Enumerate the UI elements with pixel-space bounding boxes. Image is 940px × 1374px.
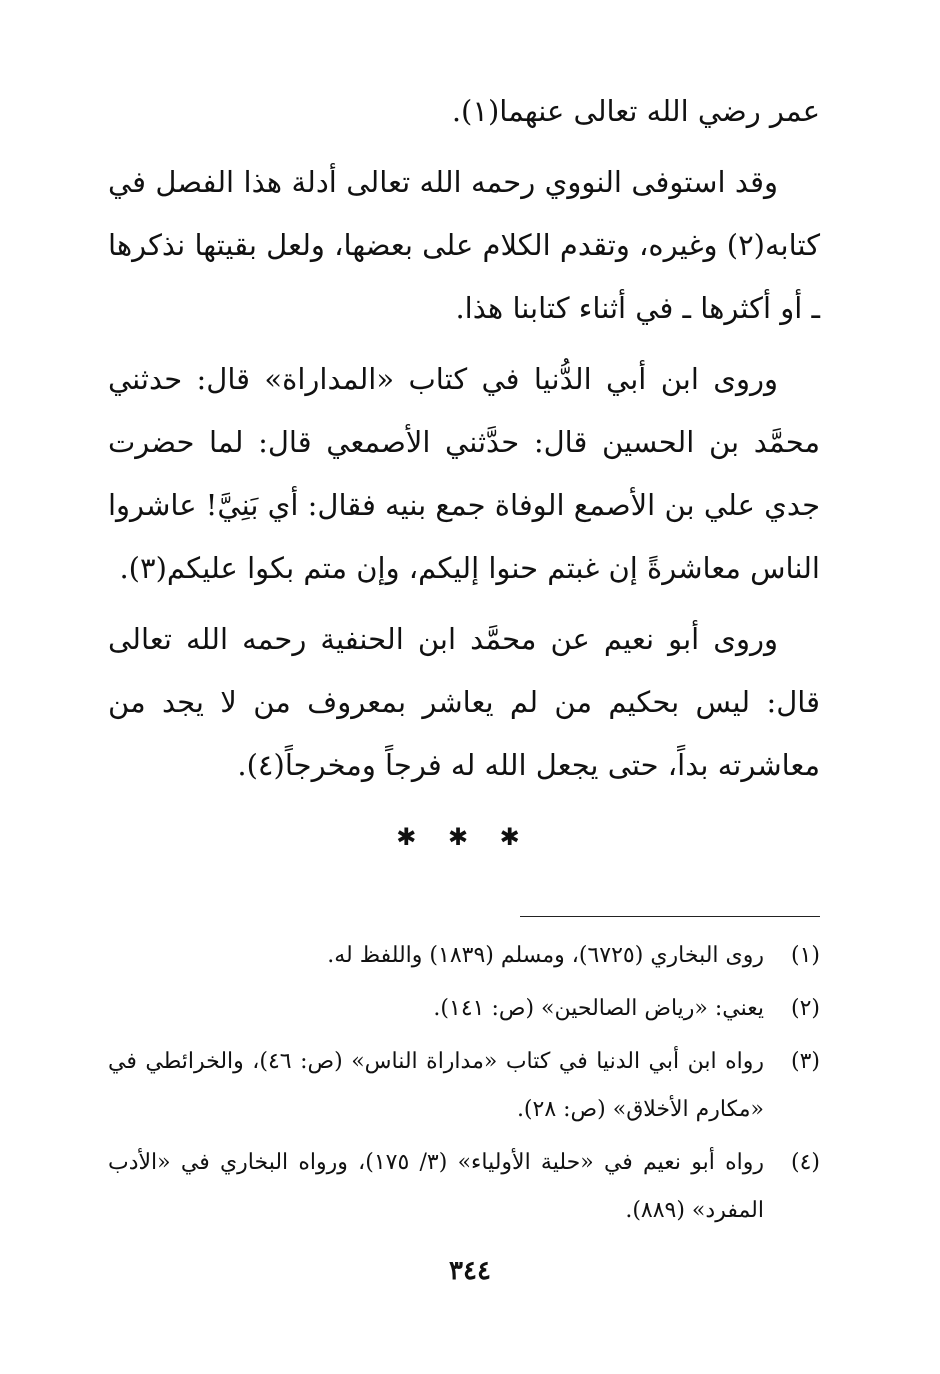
footnote-number: (١) bbox=[790, 943, 820, 968]
footnote-text: روى البخاري (٦٧٢٥)، ومسلم (١٨٣٩) واللفظ له. bbox=[327, 943, 764, 968]
footnote-text: رواه ابن أبي الدنيا في كتاب «مداراة الناس» (ص: ٤٦)، والخرائطي في «مكارم الأخلاق» (ص: ٢٨). bbox=[108, 1049, 765, 1122]
footnote-number: (٤) bbox=[790, 1150, 820, 1175]
paragraph-nawawi: وقد استوفى النووي رحمه الله تعالى أدلة هذا الفصل في كتابه(٢) وغيره، وتقدم الكلام على بعضها، ولعل بقيتها نذكرها ـ أو أكثرها ـ في أثناء كتابنا هذا. bbox=[108, 165, 820, 325]
footnote-2 bbox=[108, 985, 820, 1033]
footnote-text: يعني: «رياض الصالحين» (ص: ١٤١). bbox=[433, 996, 764, 1021]
paragraph-abu-nuaym: وروى أبو نعيم عن محمَّد ابن الحنفية رحمه الله تعالى قال: ليس بحكيم من لم يعاشر بمعروف من لا يجد من معاشرته بداً، حتى يجعل الله له فرجاً ومخرجاً(٤). bbox=[108, 622, 820, 782]
footnote-3 bbox=[108, 1038, 820, 1134]
footnotes-section bbox=[108, 932, 820, 1240]
footnote-text: رواه أبو نعيم في «حلية الأولياء» (٣/ ١٧٥)، ورواه البخاري في «الأدب المفرد» (٨٨٩). bbox=[108, 1150, 764, 1223]
footnote-number: (٣) bbox=[790, 1049, 820, 1074]
footnote-divider bbox=[520, 916, 820, 917]
page-number: ٣٤٤ bbox=[449, 1256, 491, 1286]
footnote-1 bbox=[108, 932, 820, 980]
footnote-number: (٢) bbox=[790, 996, 820, 1021]
paragraph-continuation: عمر رضي الله تعالى عنهما(١). bbox=[451, 94, 820, 128]
paragraph-ibn-abi-dunya: وروى ابن أبي الدُّنيا في كتاب «المداراة» قال: حدثني محمَّد بن الحسين قال: حدَّثني الأصمعي قال: لما حضرت جدي علي بن الأصمع الوفاة جمع بنيه فقال: أي بَنِيَّ! عاشروا الناس معاشرةً إن غبتم حنوا إليكم، وإن متم بكوا عليكم(٣). bbox=[108, 362, 820, 585]
footnote-4 bbox=[108, 1139, 820, 1235]
page-body bbox=[108, 80, 820, 863]
section-separator: ✱ ✱ ✱ bbox=[396, 823, 532, 851]
